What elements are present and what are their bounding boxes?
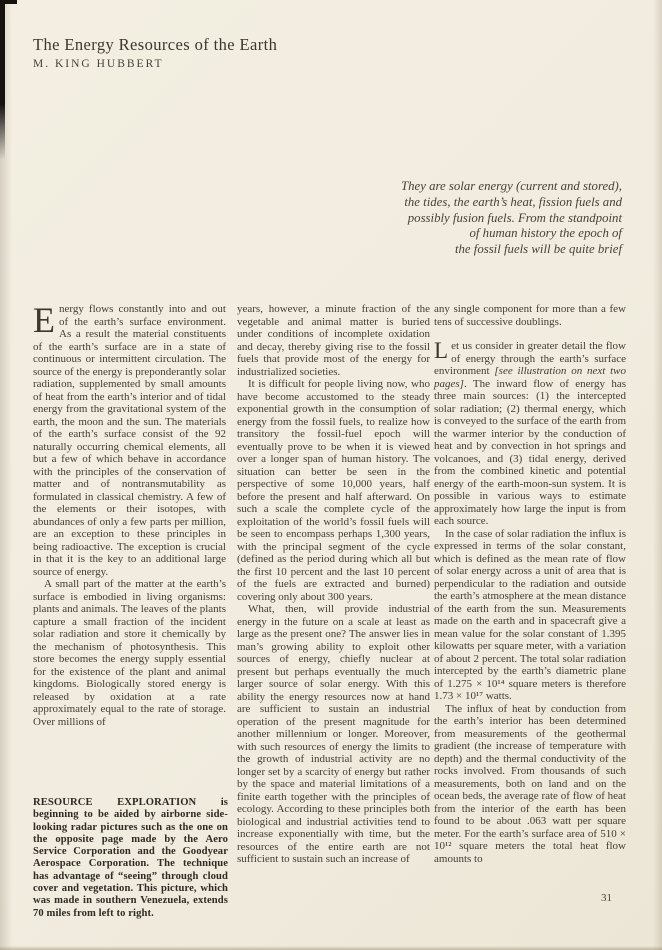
body-paragraph	[237, 303, 430, 378]
paragraph-text: . The inward flow of energy has three main sources: (1) the intercepted solar radiation; (2) thermal energy, which is conveyed to the surface of the earth from the warmer interior by the conduction of heat and by convection in hot springs and volcanoes, and (3) tidal energy, derived from the combined kinetic and potential energy of the earth-moon-sun system. It is possible in various ways to estimate approximately how large the input is from each source.	[434, 377, 626, 527]
epigraph-line: the fossil fuels will be quite brief	[454, 242, 622, 257]
body-paragraph	[237, 378, 430, 603]
scan-bottom-shadow	[0, 946, 662, 950]
body-paragraph	[237, 603, 430, 866]
body-paragraph	[434, 303, 626, 328]
paragraph-text: The influx of heat by conduction from the earth’s interior has been determined from measurements of the geothermal gradient (the increase of temperature with depth) and the thermal conductivity of the rocks involved. From thousands of such measurements, both on land and on the ocean beds, the average rate of flow of heat from the interior of the earth has been found to be about .063 watt per square meter. For the earth’s surface area of 510 × 10¹² square meters the total heat flow amounts to	[434, 702, 626, 865]
photo-caption: RESOURCE EXPLORATION is beginning to be aided by airborne side-looking radar pictures such as the one on the opposite page made by the Aero Service Corporation and the Goodyear Aerospace Corporation. The technique has advantage of “seeing” through cloud cover and vegetation. This picture, which was made in southern Venezuela, extends 70 miles from left to right.	[33, 797, 228, 919]
body-paragraph	[434, 703, 626, 866]
cross-reference-italic: [see illustration on next two pages]	[434, 365, 626, 390]
drop-cap-L: L	[434, 338, 449, 363]
paragraph-text: A small part of the matter at the earth’s surface is embodied in living organisms: plants and animals. The leaves of the plants capture a small fraction of the incident solar radiation and store it chemically by the mechanism of photosynthesis. This store becomes the energy supply essential for the existence of the plant and animal kingdoms. Biologically stored energy is released by oxidation at a rate approximately equal to the rate of storage. Over millions of	[33, 578, 226, 728]
epigraph-line: They are solar energy (current and stored),	[401, 179, 622, 193]
paragraph-text: In the case of solar radiation the influx is expressed in terms of the solar constant, which is defined as the mean rate of flow of solar energy across a unit of area that is perpendicular to the radiation and outside the earth’s atmosphere at the mean distance of the earth from the sun. Measurements made on the earth and in spacecraft give a mean value for the solar constant of 1.395 kilowatts per square meter, with a variation of about 2 percent. The total solar radiation intercepted by the earth’s diametric plane of 1.275 × 10¹⁴ square meters is therefore 1.73 × 10¹⁷ watts.	[434, 527, 626, 702]
text-column-1	[33, 300, 226, 728]
paragraph-text: It is difficult for people living now, who have become accustomed to the steady exponential growth in the consumption of energy from the fossil fuels, to realize how transitory the fossil-fuel epoch will eventually prove to be when it is viewed over a longer span of human history. The situation can better be seen in the perspective of some 10,000 years, half before the present and half afterward. On such a scale the complete cycle of the exploitation of the world’s fossil fuels will be seen to encompass perhaps 1,300 years, with the principal segment of the cycle (defined as the period during which all but the first 10 percent and the last 10 percent of the fuels are extracted and burned) covering only about 300 years.	[237, 378, 430, 603]
text-column-3	[434, 303, 626, 865]
paragraph-text: years, however, a minute fraction of the vegetable and animal matter is buried under conditions of incomplete oxidation and decay, thereby giving rise to the fossil fuels that provide most of the energy for industrialized societies.	[237, 303, 430, 378]
page-number: 31	[601, 892, 612, 904]
epigraph-line: the tides, the earth’s heat, fission fuels and	[404, 194, 622, 209]
scan-edge-artifact-top	[0, 0, 17, 4]
scan-right-shadow	[653, 0, 662, 950]
article-title: The Energy Resources of the Earth	[33, 35, 278, 54]
body-paragraph	[434, 528, 626, 703]
drop-cap-E: E	[33, 300, 55, 340]
body-paragraph	[33, 300, 226, 578]
body-paragraph	[434, 340, 626, 528]
author-byline: M. KING HUBBERT	[33, 58, 164, 70]
epigraph-line: possibly fusion fuels. From the standpoint	[407, 210, 622, 225]
paragraph-text: nergy flows constantly into and out of the earth’s surface environment. As a result the material constituents of the earth’s surface are in a state of continuous or intermittent circulation. The source of the energy is preponderantly solar radiation, supplemented by small amounts of heat from the earth’s interior and of tidal energy from the gravitational system of the earth, the moon and the sun. The materials of the earth’s surface consist of the 92 naturally occurring chemical elements, all but a few of which behave in accordance with the principles of the conservation of matter and of nontransmutability as formulated in classical chemistry. A few of the elements or their isotopes, with abundances of only a few parts per million, are an exception to these principles in being radioactive. The exception is crucial in that it is the key to an additional large source of energy.	[33, 303, 226, 578]
deck-epigraph	[401, 179, 622, 258]
body-paragraph	[33, 578, 226, 728]
scan-edge-artifact-left	[0, 0, 5, 160]
paragraph-text: et us consider in greater detail the flow of energy through the earth’s surface environment	[434, 340, 626, 377]
epigraph-line: of human history the epoch of	[469, 226, 622, 241]
text-column-2	[237, 303, 430, 866]
paragraph-text: any single component for more than a few tens of successive doublings.	[434, 303, 626, 328]
paragraph-text: What, then, will provide industrial energy in the future on a scale at least as large as the present one? The answer lies in man’s growing ability to exploit other sources of energy, chiefly nuclear at present but perhaps eventually the much larger source of solar energy. With this ability the energy resources now at hand are sufficient to sustain an industrial operation of the present magnitude for another millennium or longer. Moreover, with such resources of energy the limits to the growth of industrial activity are no longer set by a scarcity of energy but rather by the space and material limitations of a finite earth together with the principles of ecology. According to these principles both biological and industrial activities tend to increase exponentially with time, but the resources of the entire earth are not sufficient to sustain such an increase of	[237, 603, 430, 865]
